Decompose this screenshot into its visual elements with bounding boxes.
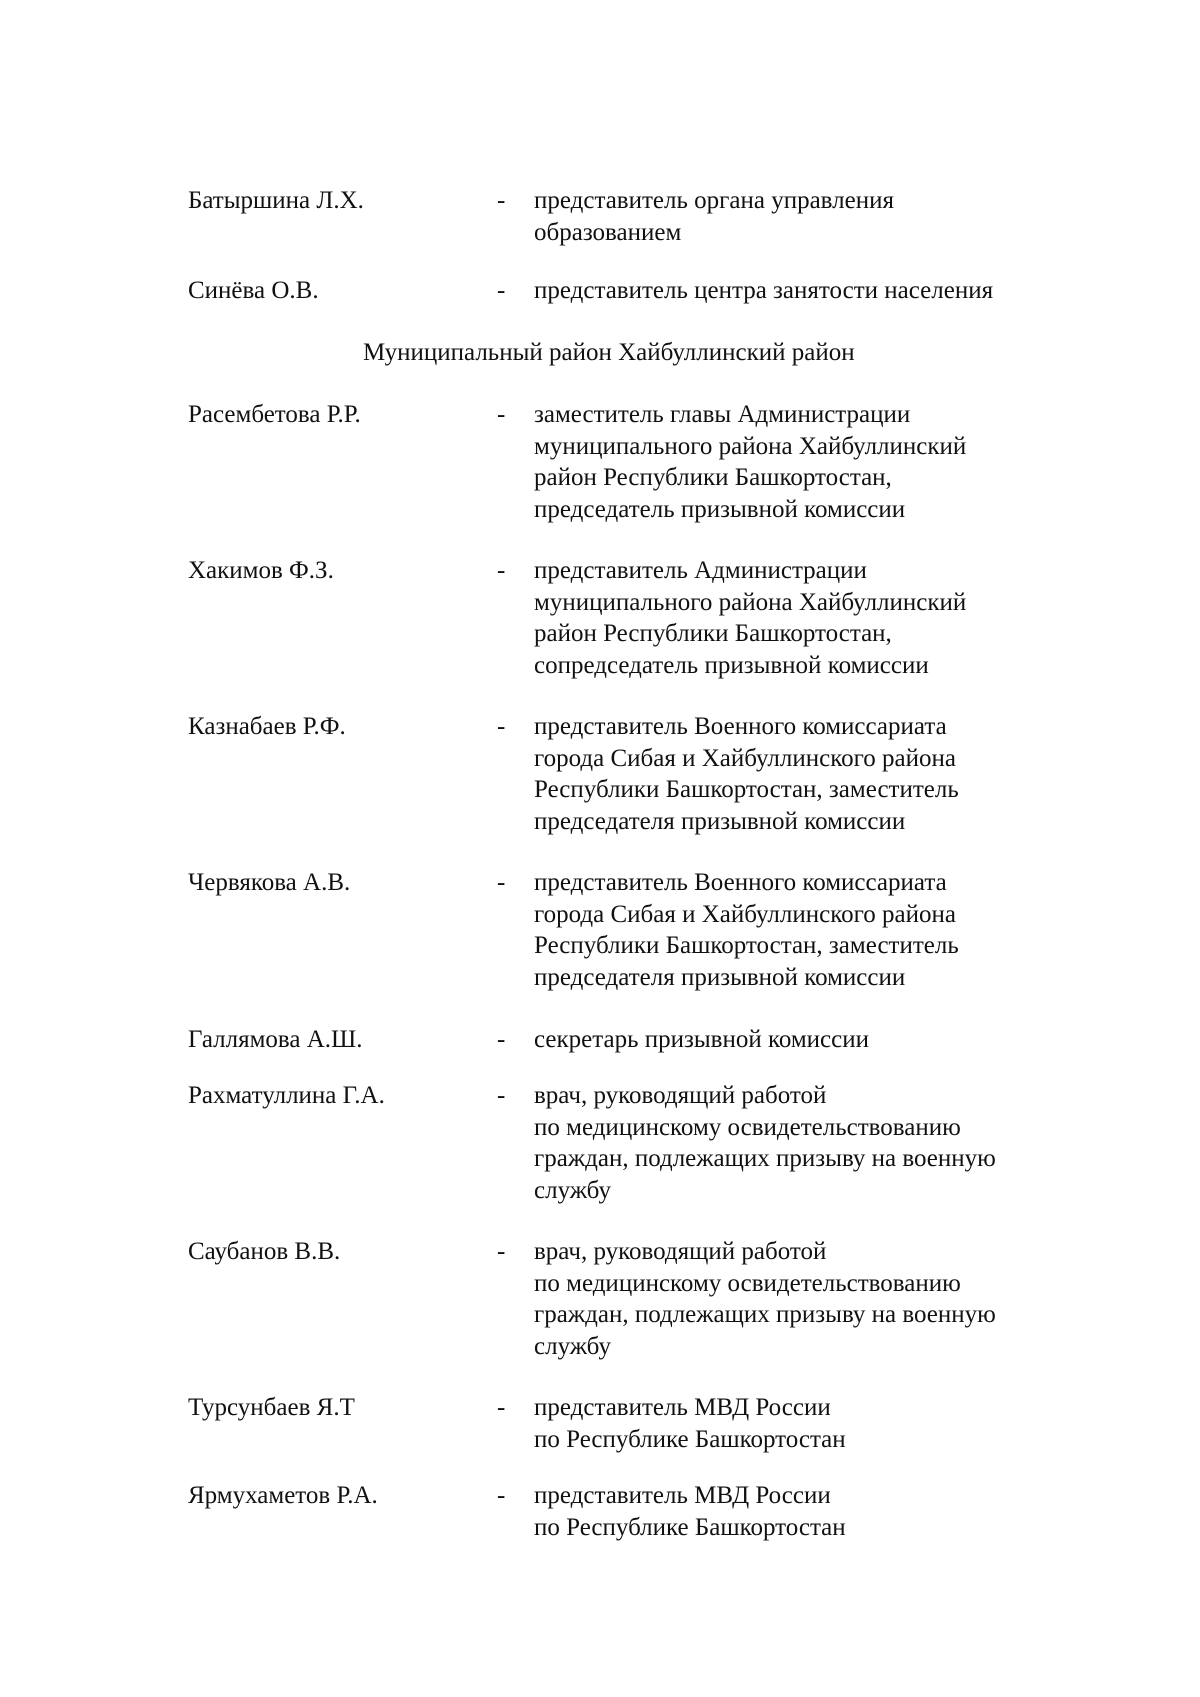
member-role-line: представитель МВД России	[534, 1482, 831, 1509]
member-name: Расембетова Р.Р.	[188, 401, 361, 428]
member-role-line: по Республике Башкортостан	[534, 1513, 846, 1541]
member-role	[534, 1392, 1074, 1455]
member-role	[534, 185, 1074, 248]
member-role-line: представитель органа управления	[534, 187, 894, 214]
member-role-line: по медицинскому освидетельствованию	[534, 1269, 961, 1297]
member-role-line: граждан, подлежащих призыву на военную	[534, 1145, 996, 1172]
member-role-line: по медицинскому освидетельствованию	[534, 1113, 961, 1141]
member-role-line: сопредседатель призывной комиссии	[534, 651, 929, 679]
member-role-line: Республики Башкортостан, заместитель	[534, 932, 959, 959]
member-dash: -	[497, 1026, 506, 1053]
member-role-line: муниципального района Хайбуллинский	[534, 432, 967, 460]
member-dash: -	[497, 1238, 506, 1265]
member-role-line: города Сибая и Хайбуллинского района	[534, 744, 956, 772]
member-dash: -	[497, 557, 506, 584]
member-role-line: район Республики Башкортостан,	[534, 464, 892, 491]
member-role	[534, 275, 1074, 307]
member-role-line: муниципального района Хайбуллинский	[534, 588, 967, 616]
member-role-line: председателя призывной комиссии	[534, 963, 906, 991]
member-name: Синёва О.В.	[188, 277, 319, 304]
member-role	[534, 711, 1074, 837]
member-role-line: представитель центра занятости населения	[534, 277, 994, 304]
member-name: Батыршина Л.Х.	[188, 187, 364, 214]
member-role	[534, 1024, 1074, 1056]
member-dash: -	[497, 187, 506, 214]
member-name: Галлямова А.Ш.	[188, 1026, 363, 1053]
member-name: Турсунбаев Я.Т	[188, 1394, 355, 1421]
member-role-line: представитель Администрации	[534, 557, 867, 584]
member-role	[534, 399, 1074, 525]
member-name: Саубанов В.В.	[188, 1238, 341, 1265]
member-role	[534, 1080, 1074, 1206]
member-dash: -	[497, 277, 506, 304]
member-name: Казнабаев Р.Ф.	[188, 713, 346, 740]
member-role	[534, 555, 1074, 681]
member-role-line: службу	[534, 1332, 611, 1360]
member-name: Рахматуллина Г.А.	[188, 1082, 385, 1109]
member-role-line: заместитель главы Администрации	[534, 401, 911, 428]
member-dash: -	[497, 1394, 506, 1421]
member-role-line: район Республики Башкортостан,	[534, 620, 892, 647]
member-name: Хакимов Ф.З.	[188, 557, 334, 584]
member-name: Ярмухаметов Р.А.	[188, 1482, 378, 1509]
member-dash: -	[497, 1082, 506, 1109]
member-role-line: представитель Военного комиссариата	[534, 713, 947, 740]
member-role-line: по Республике Башкортостан	[534, 1425, 846, 1453]
member-role	[534, 1480, 1074, 1543]
member-role-line: председатель призывной комиссии	[534, 495, 906, 523]
member-name: Червякова А.В.	[188, 869, 351, 896]
member-dash: -	[497, 713, 506, 740]
member-role-line: граждан, подлежащих призыву на военную	[534, 1301, 996, 1328]
member-role-line: образованием	[534, 218, 682, 246]
member-role-line: представитель Военного комиссариата	[534, 869, 947, 896]
member-role-line: Республики Башкортостан, заместитель	[534, 776, 959, 803]
member-role-line: представитель МВД России	[534, 1394, 831, 1421]
member-role-line: врач, руководящий работой	[534, 1238, 827, 1265]
member-dash: -	[497, 869, 506, 896]
member-role-line: председателя призывной комиссии	[534, 807, 906, 835]
member-dash: -	[497, 1482, 506, 1509]
district-heading: Муниципальный район Хайбуллинский район	[363, 339, 855, 366]
member-role-line: секретарь призывной комиссии	[534, 1026, 870, 1053]
member-role	[534, 1236, 1074, 1362]
member-role-line: службу	[534, 1176, 611, 1204]
member-role	[534, 867, 1074, 993]
member-role-line: врач, руководящий работой	[534, 1082, 827, 1109]
member-dash: -	[497, 401, 506, 428]
member-role-line: города Сибая и Хайбуллинского района	[534, 900, 956, 928]
